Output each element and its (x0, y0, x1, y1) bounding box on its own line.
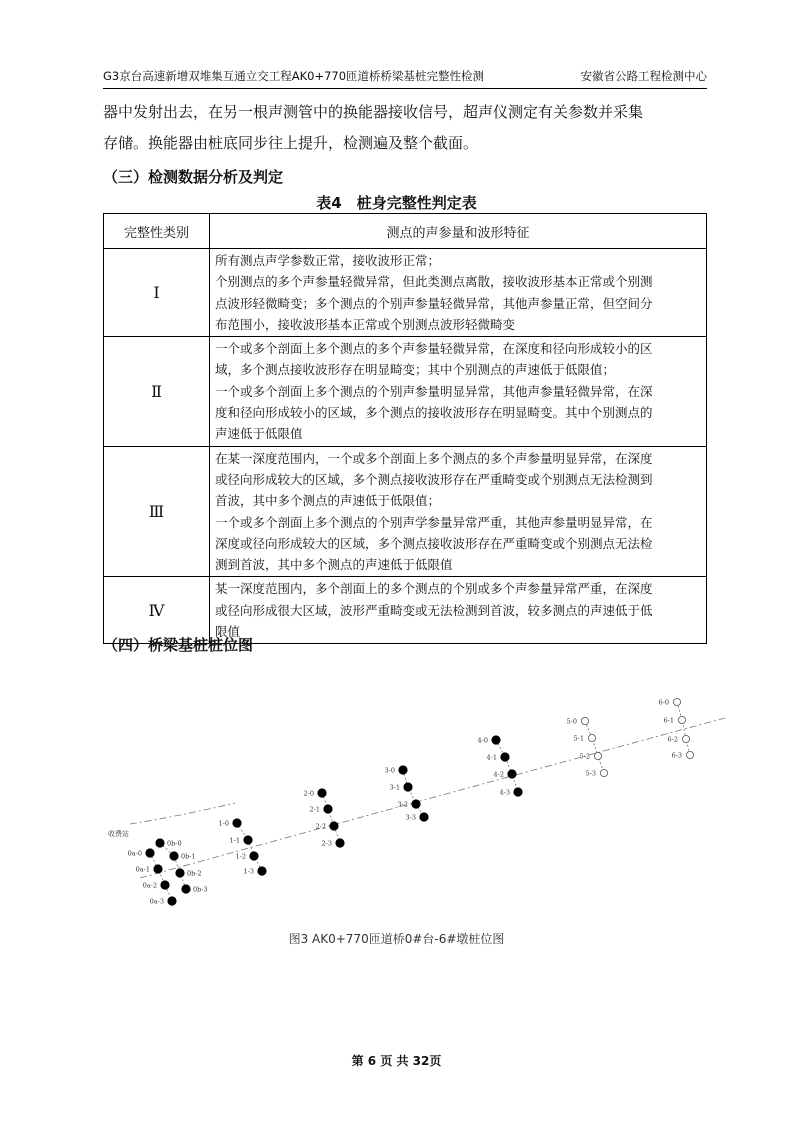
pile-label: 3-3 (405, 813, 416, 822)
pile-marker (182, 885, 190, 893)
feature-line: 一个或多个剖面上多个测点的个别声学参量异常严重，其他声参量明显异常，在 (215, 514, 653, 530)
pile-marker (233, 819, 241, 827)
feature-line: 在某一深度范围内，一个或多个剖面上多个测点的多个声参量明显异常，在深度 (215, 450, 653, 466)
pile-label: 0b-0 (167, 839, 182, 848)
pile-label: 2-0 (303, 789, 314, 798)
pile-label: 0a-0 (127, 849, 142, 858)
intro-line-1: 器中发射出去，在另一根声测管中的换能器接收信号，超声仪测定有关参数并采集 (103, 103, 644, 121)
feature-cell (210, 577, 707, 644)
pile-hollow-marker (581, 717, 588, 724)
pile-label: 0b-3 (193, 885, 208, 894)
feature-line: 测到首波，其中多个测点的声速低于低限值 (215, 557, 453, 573)
table-header-features: 测点的声参量和波形特征 (210, 214, 707, 249)
pile-label: 1-1 (229, 836, 240, 845)
pile-connector (585, 721, 604, 773)
pile-marker (508, 770, 516, 778)
pile-label: 2-3 (321, 839, 332, 848)
class-cell: Ⅳ (104, 577, 210, 644)
pile-marker (170, 852, 178, 860)
pile-label: 6-1 (663, 716, 674, 725)
section-heading-4: （四）桥梁基桩桩位图 (103, 636, 254, 654)
pile-label: 5-1 (573, 734, 584, 743)
table-row (104, 446, 707, 577)
feature-line: 所有测点声学参数正常，接收波形正常； (215, 253, 441, 268)
pile-marker (258, 867, 266, 875)
feature-line: 点波形轻微畸变；多个测点的个别声参量轻微异常，其他声参量正常，但空间分 (215, 295, 653, 311)
pile-marker (324, 805, 332, 813)
feature-line: 声速低于低限值 (215, 426, 303, 442)
pile-label: 4-0 (477, 736, 488, 745)
feature-line: 某一深度范围内，多个剖面上的多个测点的个别或多个声参量异常严重，在深度 (215, 581, 653, 597)
road-centerline (140, 718, 725, 878)
feature-line: 域，多个测点接收波形存在明显畸变；其中个别测点的声速低于低限值； (215, 362, 616, 378)
pile-label: 1-0 (218, 819, 229, 828)
feature-line: 深度或径向形成较大的区域，多个测点接收波形存在严重畸变或个别测点无法检 (215, 535, 653, 551)
pile-marker (514, 788, 522, 796)
pile-layout-drawing (100, 688, 740, 920)
pile-marker (146, 849, 154, 857)
figure-caption: 图3 AK0+770匝道桥0#台-6#墩桩位图 (288, 932, 505, 946)
feature-line: 一个或多个剖面上多个测点的多个声参量轻微异常，在深度和径向形成较小的区 (215, 341, 653, 357)
pile-layout-figure (100, 688, 740, 920)
pile-label: 4-2 (493, 770, 504, 779)
pile-marker (161, 881, 169, 889)
feature-line: 限值 (215, 624, 241, 640)
table-row (104, 249, 707, 337)
pile-marker (318, 789, 326, 797)
pile-connector (237, 823, 262, 871)
pile-marker (156, 839, 164, 847)
feature-line: 一个或多个剖面上多个测点的个别声参量明显异常，其他声参量轻微异常，在深 (215, 383, 653, 399)
pile-hollow-marker (686, 751, 693, 758)
page-header (103, 66, 707, 88)
pile-marker (330, 822, 338, 830)
pile-marker (154, 865, 162, 873)
pile-label: 0b-2 (187, 869, 202, 878)
pile-marker (336, 839, 344, 847)
feature-line: 度和径向形成较小的区域，多个测点的接收波形存在明显畸变。其中个别测点的 (215, 405, 653, 421)
page-footer: 第 6 页 共 32页 (351, 1054, 442, 1068)
pile-marker (492, 736, 500, 744)
pile-group (128, 698, 694, 905)
pile-label: 3-1 (389, 783, 400, 792)
header-organization: 安徽省公路工程检测中心 (580, 69, 707, 83)
pile-label: 0a-3 (149, 897, 164, 906)
pile-label: 3-0 (384, 766, 395, 775)
pile-connector (403, 770, 424, 817)
pile-label: 2-1 (309, 805, 320, 814)
pile-label: 1-3 (243, 867, 254, 876)
pile-connector (322, 793, 340, 843)
pile-marker (244, 836, 252, 844)
intro-line-2: 存储。换能器由桩底同步往上提升，检测遍及整个截面。 (103, 134, 479, 152)
feature-cell (210, 337, 707, 446)
pile-marker (168, 897, 176, 905)
pile-hollow-marker (673, 698, 680, 705)
feature-cell (210, 249, 707, 337)
section-heading-3: （三）检测数据分析及判定 (103, 168, 284, 186)
pile-connector (493, 740, 518, 792)
pile-marker (399, 766, 407, 774)
header-rule (103, 88, 707, 89)
pile-label: 6-3 (671, 751, 682, 760)
pile-label: 5-3 (585, 769, 596, 778)
pile-label: 1-2 (235, 852, 246, 861)
pile-label: 4-1 (486, 753, 497, 762)
pile-hollow-marker (682, 735, 689, 742)
pile-marker (176, 869, 184, 877)
pile-hollow-marker (600, 769, 607, 776)
pile-label: 6-0 (658, 698, 669, 707)
pile-label: 0a-2 (142, 881, 157, 890)
table-row (104, 337, 707, 446)
pile-marker (420, 813, 428, 821)
feature-line: 布范围小，接收波形基本正常或个别测点波形轻微畸变 (215, 316, 516, 332)
pile-connector (677, 702, 690, 755)
pile-label: 0a-1 (135, 865, 150, 874)
pile-label: 2-2 (315, 822, 326, 831)
class-cell: Ⅲ (104, 446, 210, 577)
pile-label: 4-3 (499, 788, 510, 797)
road-label: 收费站 (108, 830, 129, 838)
pile-label: 5-0 (566, 717, 577, 726)
pile-connector (150, 853, 172, 901)
feature-line: 个别测点的多个声参量轻微异常，但此类测点离散，接收波形基本正常或个别测 (215, 274, 653, 290)
table-header-row (104, 214, 707, 249)
integrity-table (103, 213, 707, 644)
pile-hollow-marker (588, 734, 595, 741)
pile-label: 0b-1 (181, 852, 196, 861)
pile-marker (404, 783, 412, 791)
pile-label: 3-2 (397, 800, 408, 809)
table-header-class: 完整性类别 (104, 214, 210, 249)
class-cell: Ⅰ (104, 249, 210, 337)
pile-marker (250, 852, 258, 860)
pile-hollow-marker (594, 752, 601, 759)
pile-hollow-marker (678, 716, 685, 723)
feature-line: 或径向形成很大区域，波形严重畸变或无法检测到首波，较多测点的声速低于低 (215, 602, 653, 618)
pile-label: 5-2 (579, 752, 590, 761)
header-project-title: G3京台高速新增双堆集互通立交工程AK0+770匝道桥桥梁基桩完整性检测 (103, 69, 485, 83)
pile-marker (501, 753, 509, 761)
pile-marker (412, 800, 420, 808)
class-cell: Ⅱ (104, 337, 210, 446)
feature-line: 或径向形成较大的区域，多个测点接收波形存在严重畸变或个别测点无法检测到 (215, 471, 653, 487)
feature-line: 首波，其中多个测点的声速低于低限值； (215, 493, 441, 509)
feature-cell (210, 446, 707, 577)
table-title: 表4 桩身完整性判定表 (316, 194, 477, 212)
pile-label: 6-2 (667, 735, 678, 744)
